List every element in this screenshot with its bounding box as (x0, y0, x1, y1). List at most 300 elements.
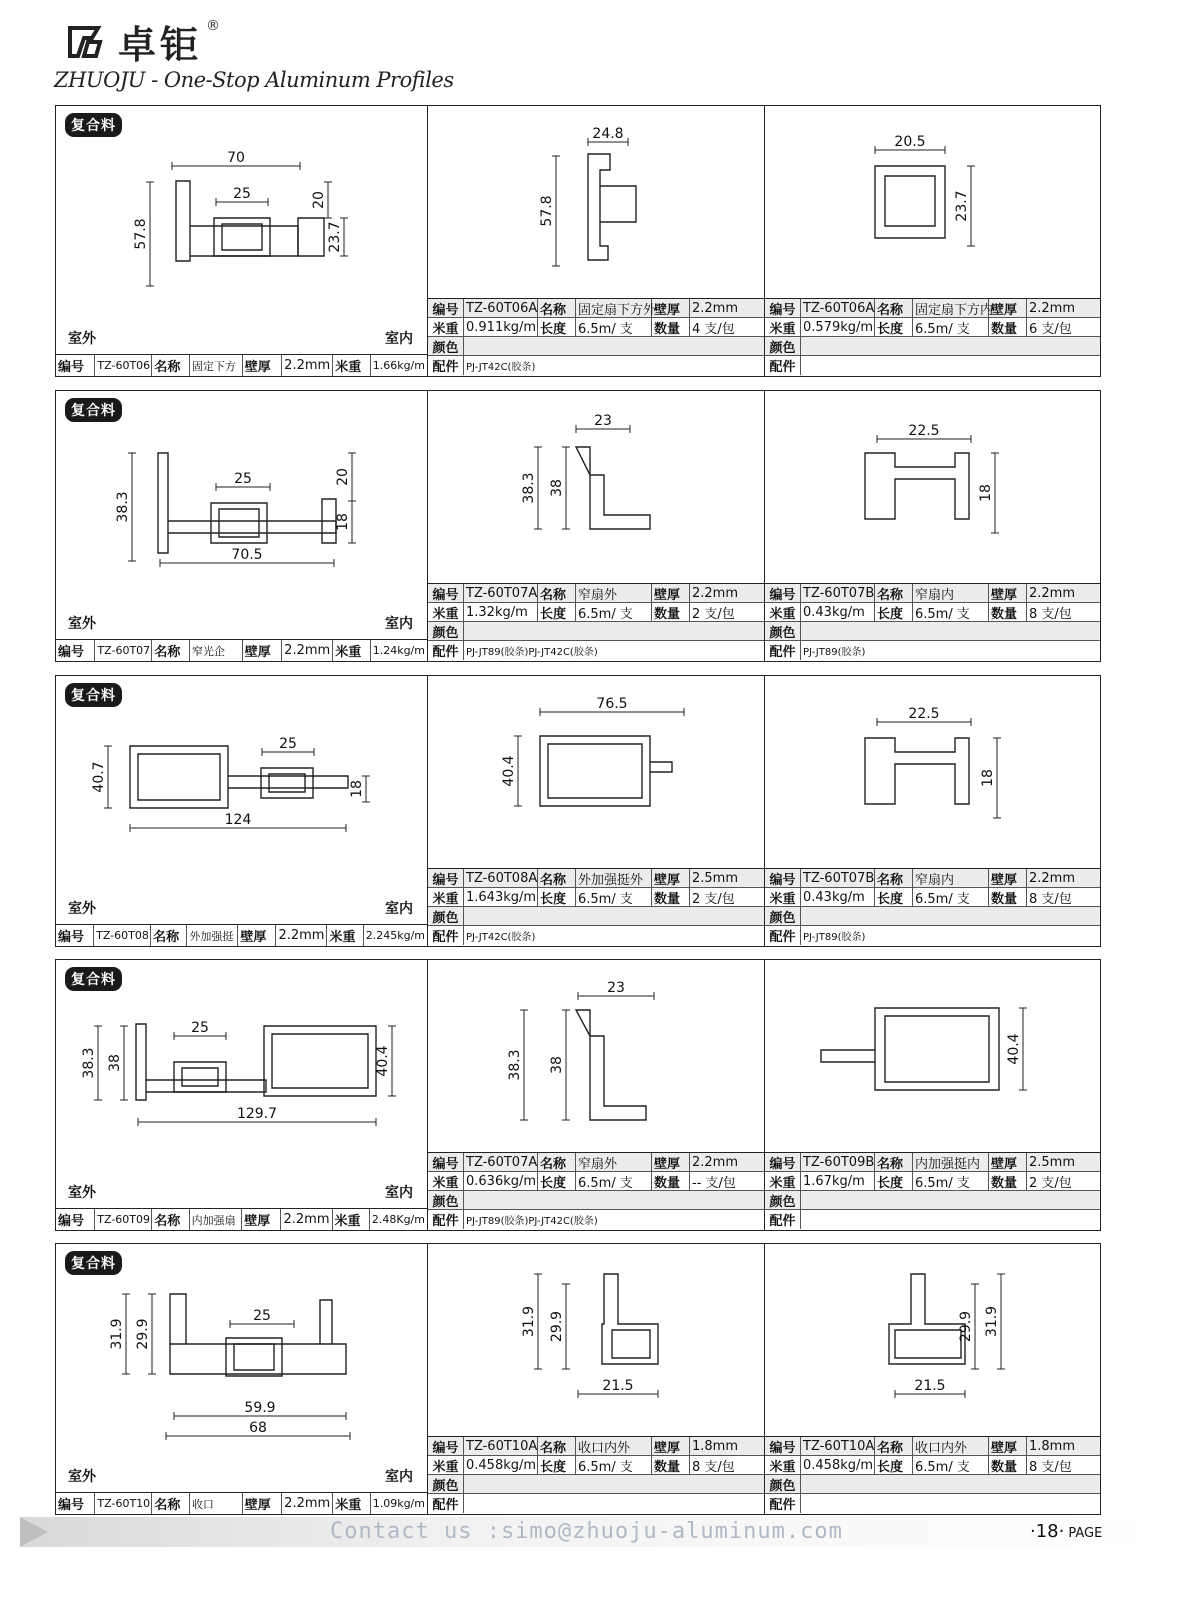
label-wall: 壁厚 (652, 584, 690, 602)
label-name: 名称 (538, 299, 576, 317)
dimension-label: 24.8 (592, 126, 624, 142)
spec-table-a (428, 298, 764, 376)
accessory: PJ-JT42C(胶条) (466, 932, 536, 943)
meter-weight: 2.245kg/m (365, 929, 426, 942)
profile-panel-b (765, 676, 1100, 946)
pack-quantity: 8 支/包 (1029, 891, 1072, 907)
label-accessory: 配件 (765, 356, 801, 375)
label-weight: 米重 (333, 640, 371, 661)
profile-outline (865, 738, 969, 804)
dimension-label: 38 (107, 1054, 123, 1072)
profile-drawing-a (428, 391, 765, 581)
label-accessory: 配件 (428, 1210, 464, 1229)
dimension-label: 23 (594, 413, 612, 429)
wall-thickness: 2.2mm (692, 585, 739, 601)
meter-weight: 1.643kg/m (466, 889, 537, 905)
pack-quantity: -- 支/包 (692, 1175, 736, 1191)
label-code: 编号 (428, 869, 464, 887)
dimension-label: 20 (335, 468, 351, 486)
label-color: 颜色 (428, 907, 464, 925)
label-code: 编号 (765, 584, 801, 602)
profile-drawing-a (428, 1244, 765, 1434)
dimension-label: 22.5 (908, 706, 940, 722)
meter-weight: 0.43kg/m (801, 888, 875, 906)
profile-length: 6.5m/ 支 (576, 318, 652, 336)
dimension-label: 31.9 (109, 1318, 125, 1350)
accessory: PJ-JT89(胶条)PJ-JT42C(胶条) (466, 1216, 598, 1227)
dimension-label: 57.8 (539, 195, 555, 227)
label-name: 名称 (875, 1153, 913, 1171)
label-weight: 米重 (765, 888, 801, 906)
composite-panel (56, 676, 428, 946)
spec-table-b (765, 583, 1100, 661)
label-name: 名称 (152, 1493, 190, 1514)
profile-drawing-b (765, 676, 1100, 866)
dimension-label: 21.5 (602, 1378, 634, 1394)
dimension-label: 38 (549, 479, 565, 497)
label-length: 长度 (875, 603, 913, 621)
dimension-label: 59.9 (244, 1400, 276, 1416)
label-weight: 米重 (428, 318, 464, 336)
label-color: 颜色 (765, 907, 801, 925)
meter-weight: 1.66kg/m (372, 359, 425, 372)
profile-code: TZ-60T06A (466, 300, 538, 316)
composite-badge: 复合料 (65, 1251, 122, 1275)
wall-thickness: 2.2mm (281, 1209, 332, 1230)
dimension-label: 25 (253, 1308, 271, 1324)
profile-panel-a (428, 391, 765, 661)
dimension-label: 23.7 (327, 221, 343, 253)
label-weight: 米重 (765, 603, 801, 621)
profile-outline (821, 1008, 999, 1090)
label-code: 编号 (765, 869, 801, 887)
dimension-label: 29.9 (958, 1310, 974, 1343)
dimension-label: 38 (549, 1056, 565, 1074)
label-wall: 壁厚 (243, 355, 282, 376)
label-qty: 数量 (652, 1172, 690, 1190)
zhuoju-logo-icon (64, 20, 108, 64)
label-color: 颜色 (765, 1475, 801, 1493)
label-qty: 数量 (989, 1172, 1027, 1190)
spec-table-a (428, 1152, 764, 1230)
profile-outline (211, 503, 267, 543)
accessory (464, 1494, 764, 1513)
label-code: 编号 (56, 1493, 95, 1514)
brand-subtitle: ZHUOJU - One-Stop Aluminum Profiles (54, 68, 454, 92)
composite-panel (56, 1244, 428, 1514)
dimension-label: 57.8 (133, 218, 149, 250)
profile-color (464, 907, 764, 925)
label-accessory: 配件 (765, 1494, 801, 1513)
dimension-label: 70 (227, 150, 245, 166)
dimension-label: 40.4 (375, 1045, 391, 1077)
profile-name: 窄扇内 (913, 584, 989, 602)
page-number (1030, 1521, 1102, 1542)
wall-thickness: 2.2mm (282, 1493, 333, 1514)
profile-outline (540, 736, 672, 806)
label-name: 名称 (538, 584, 576, 602)
label-accessory: 配件 (765, 1210, 801, 1229)
profile-color (464, 1191, 764, 1209)
label-name: 名称 (875, 1437, 913, 1455)
wall-thickness: 2.2mm (1029, 870, 1076, 886)
label-length: 长度 (538, 603, 576, 621)
profile-drawing-a (428, 106, 765, 296)
profile-name: 内加强扇 (190, 1209, 243, 1230)
dimension-label: 31.9 (521, 1305, 537, 1338)
profile-drawing-b (765, 1244, 1100, 1434)
brand-name: 卓钜 (118, 23, 203, 67)
wall-thickness: 2.5mm (1029, 1154, 1076, 1170)
label-accessory: 配件 (428, 641, 464, 660)
profile-name: 收口内外 (576, 1437, 652, 1455)
product-row (55, 959, 1101, 1231)
profile-name: 固定扇下方外 (576, 299, 652, 317)
pack-quantity: 2 支/包 (1029, 1175, 1072, 1191)
product-row (55, 390, 1101, 662)
label-qty: 数量 (989, 888, 1027, 906)
label-code: 编号 (428, 299, 464, 317)
accessory (801, 1210, 1100, 1229)
label-qty: 数量 (989, 318, 1027, 336)
label-color: 颜色 (428, 622, 464, 640)
dimension-label: 31.9 (984, 1305, 1000, 1338)
label-length: 长度 (538, 1456, 576, 1474)
profile-length: 6.5m/ 支 (576, 603, 652, 621)
outside-label: 室外 (68, 901, 96, 917)
profile-length: 6.5m/ 支 (576, 1172, 652, 1190)
label-code: 编号 (56, 925, 94, 946)
dimension-label: 25 (279, 736, 297, 752)
profile-panel-b (765, 960, 1100, 1230)
label-weight: 米重 (333, 355, 371, 376)
label-code: 编号 (765, 299, 801, 317)
pack-quantity: 6 支/包 (1029, 321, 1072, 337)
profile-outline (298, 218, 324, 256)
composite-panel (56, 960, 428, 1230)
profile-name: 收口内外 (913, 1437, 989, 1455)
profile-code: TZ-60T07B (803, 870, 875, 886)
label-wall: 壁厚 (989, 584, 1027, 602)
dimension-label: 29.9 (549, 1310, 565, 1343)
label-weight: 米重 (428, 1172, 464, 1190)
profile-outline (226, 1338, 282, 1376)
inside-label: 室内 (385, 331, 413, 347)
label-qty: 数量 (652, 1456, 690, 1474)
wall-thickness: 2.5mm (692, 870, 739, 886)
label-code: 编号 (56, 640, 95, 661)
label-color: 颜色 (428, 1475, 464, 1493)
accessory: PJ-JT89(胶条) (803, 932, 866, 943)
dimension-label: 38.3 (507, 1049, 523, 1081)
wall-thickness: 2.2mm (692, 300, 739, 316)
dimension-label: 18 (335, 513, 351, 531)
footer-contact: Contact us :simo@zhuoju-aluminum.com (330, 1519, 843, 1544)
label-wall: 壁厚 (989, 869, 1027, 887)
label-qty: 数量 (989, 603, 1027, 621)
label-accessory: 配件 (428, 926, 464, 945)
outside-label: 室外 (68, 331, 96, 347)
spec-table-b (765, 298, 1100, 376)
label-wall: 壁厚 (238, 925, 276, 946)
label-name: 名称 (152, 1209, 189, 1230)
label-color: 颜色 (765, 1191, 801, 1209)
label-accessory: 配件 (428, 1494, 464, 1513)
profile-color (801, 622, 1100, 640)
dimension-label: 20.5 (894, 134, 926, 150)
meter-weight: 0.911kg/m (466, 319, 537, 335)
profile-code: TZ-60T09 (95, 1209, 152, 1230)
profile-panel-b (765, 391, 1100, 661)
label-wall: 壁厚 (243, 1493, 282, 1514)
label-name: 名称 (875, 584, 913, 602)
profile-code: TZ-60T10 (95, 1493, 152, 1514)
label-length: 长度 (875, 1172, 913, 1190)
label-length: 长度 (875, 888, 913, 906)
composite-badge: 复合料 (65, 683, 122, 707)
profile-drawing-a (428, 676, 765, 866)
profile-color (464, 622, 764, 640)
label-code: 编号 (765, 1153, 801, 1171)
meter-weight: 1.32kg/m (464, 603, 538, 621)
profile-name: 固定下方 (190, 355, 243, 376)
label-weight: 米重 (428, 603, 464, 621)
label-wall: 壁厚 (652, 1437, 690, 1455)
profile-outline (170, 1294, 346, 1374)
profile-name: 窄扇外 (576, 584, 652, 602)
profile-name: 窄扇外 (576, 1153, 652, 1171)
profile-drawing-a (428, 960, 765, 1150)
main-spec-line (56, 354, 427, 376)
label-name: 名称 (875, 869, 913, 887)
inside-label: 室内 (385, 616, 413, 632)
registered-mark: ® (206, 17, 221, 34)
dimension-label: 25 (191, 1020, 209, 1036)
profile-drawing-main (56, 676, 428, 906)
meter-weight: 0.579kg/m (803, 319, 874, 335)
meter-weight: 1.67kg/m (801, 1172, 875, 1190)
label-wall: 壁厚 (989, 1153, 1027, 1171)
dimension-label: 23 (607, 980, 625, 996)
label-length: 长度 (875, 318, 913, 336)
meter-weight: 0.43kg/m (801, 603, 875, 621)
page-number-value: ·18· (1030, 1521, 1065, 1542)
label-wall: 壁厚 (989, 1437, 1027, 1455)
label-qty: 数量 (652, 603, 690, 621)
dimension-label: 21.5 (914, 1378, 946, 1394)
profile-length: 6.5m/ 支 (913, 603, 989, 621)
dimension-label: 18 (978, 484, 994, 502)
profile-panel-a (428, 1244, 765, 1514)
label-name: 名称 (152, 640, 190, 661)
dimension-label: 40.7 (91, 761, 107, 793)
dimension-label: 38.3 (115, 491, 131, 523)
label-weight: 米重 (428, 1456, 464, 1474)
label-color: 颜色 (428, 1191, 464, 1209)
dimension-label: 29.9 (135, 1318, 151, 1350)
accessory: PJ-JT89(胶条) (803, 647, 866, 658)
profile-outline (576, 447, 650, 529)
composite-panel (56, 106, 428, 376)
dimension-label: 25 (234, 471, 252, 487)
profile-outline (261, 768, 313, 798)
profile-outline (576, 1010, 646, 1120)
label-length: 长度 (538, 888, 576, 906)
pack-quantity: 8 支/包 (1029, 1459, 1072, 1475)
label-color: 颜色 (428, 337, 464, 355)
profile-drawing-main (56, 106, 428, 336)
label-color: 颜色 (765, 622, 801, 640)
main-spec-line (56, 639, 427, 661)
spec-table-b (765, 1152, 1100, 1230)
pack-quantity: 8 支/包 (1029, 606, 1072, 622)
label-wall: 壁厚 (242, 1209, 281, 1230)
profile-length: 6.5m/ 支 (913, 888, 989, 906)
label-wall: 壁厚 (652, 299, 690, 317)
dimension-label: 38.3 (81, 1047, 97, 1079)
label-code: 编号 (428, 1153, 464, 1171)
wall-thickness: 2.2mm (282, 640, 333, 661)
accessory (801, 1494, 1100, 1513)
wall-thickness: 2.2mm (692, 1154, 739, 1170)
dimension-label: 23.7 (954, 190, 970, 222)
profile-name: 外加强挺 (187, 925, 238, 946)
profile-name: 窄光企 (190, 640, 243, 661)
wall-thickness: 2.2mm (282, 355, 333, 376)
main-spec-line (56, 1492, 427, 1514)
wall-thickness: 2.2mm (1029, 585, 1076, 601)
profile-code: TZ-60T10A (803, 1438, 875, 1454)
label-name: 名称 (538, 869, 576, 887)
label-wall: 壁厚 (989, 299, 1027, 317)
dimension-label: 18 (980, 769, 996, 787)
label-weight: 米重 (765, 1172, 801, 1190)
meter-weight: 2.48Kg/m (371, 1213, 425, 1226)
main-spec-line (56, 1208, 427, 1230)
profile-drawing-main (56, 1244, 428, 1474)
label-name: 名称 (875, 299, 913, 317)
profile-code: TZ-60T09B (803, 1154, 875, 1170)
profile-length: 6.5m/ 支 (913, 1456, 989, 1474)
meter-weight: 1.09kg/m (372, 1497, 425, 1510)
dimension-label: 68 (249, 1420, 267, 1436)
product-row (55, 675, 1101, 947)
profile-outline (136, 1024, 376, 1100)
label-accessory: 配件 (765, 641, 801, 660)
dimension-label: 20 (311, 191, 327, 209)
composite-badge: 复合料 (65, 398, 122, 422)
profile-length: 6.5m/ 支 (576, 1456, 652, 1474)
profile-panel-a (428, 960, 765, 1230)
label-wall: 壁厚 (652, 869, 690, 887)
profile-name: 固定扇下方内 (913, 299, 989, 317)
profile-panel-b (765, 106, 1100, 376)
profile-code: TZ-60T10A (466, 1438, 538, 1454)
wall-thickness: 2.2mm (276, 925, 327, 946)
label-weight: 米重 (428, 888, 464, 906)
meter-weight: 0.458kg/m (803, 1457, 874, 1473)
profile-panel-a (428, 676, 765, 946)
label-wall: 壁厚 (652, 1153, 690, 1171)
spec-table-a (428, 868, 764, 946)
profile-length: 6.5m/ 支 (913, 1172, 989, 1190)
profile-outline (875, 166, 945, 238)
profile-code: TZ-60T08 (94, 925, 151, 946)
profile-outline (602, 1274, 658, 1364)
profile-drawing-b (765, 106, 1100, 296)
wall-thickness: 1.8mm (692, 1438, 739, 1454)
label-weight: 米重 (765, 1456, 801, 1474)
profile-code: TZ-60T07A (466, 585, 538, 601)
inside-label: 室内 (385, 1469, 413, 1485)
label-code: 编号 (428, 584, 464, 602)
dimension-label: 124 (224, 812, 252, 828)
profile-drawing-b (765, 960, 1100, 1150)
label-weight: 米重 (327, 925, 363, 946)
label-name: 名称 (152, 355, 190, 376)
dimension-label: 25 (233, 186, 251, 202)
profile-color (464, 1475, 764, 1493)
page-label: PAGE (1068, 1526, 1103, 1541)
outside-label: 室外 (68, 616, 96, 632)
product-row (55, 105, 1101, 377)
label-length: 长度 (538, 1172, 576, 1190)
footer-arrow-icon (20, 1517, 48, 1547)
profile-color (801, 337, 1100, 355)
outside-label: 室外 (68, 1469, 96, 1485)
label-name: 名称 (538, 1153, 576, 1171)
meter-weight: 0.458kg/m (466, 1457, 537, 1473)
wall-thickness: 2.2mm (1029, 300, 1076, 316)
label-length: 长度 (875, 1456, 913, 1474)
profile-outline (174, 1062, 226, 1092)
dimension-label: 40.4 (501, 755, 517, 787)
pack-quantity: 8 支/包 (692, 1459, 735, 1475)
profile-color (801, 1475, 1100, 1493)
label-code: 编号 (56, 1209, 95, 1230)
dimension-label: 70.5 (231, 547, 263, 563)
composite-badge: 复合料 (65, 113, 122, 137)
label-name: 名称 (151, 925, 187, 946)
dimension-label: 76.5 (596, 696, 628, 712)
profile-name: 外加强挺外 (576, 869, 652, 887)
label-weight: 米重 (765, 318, 801, 336)
label-wall: 壁厚 (243, 640, 282, 661)
profile-name: 内加强挺内 (913, 1153, 989, 1171)
profile-color (464, 337, 764, 355)
profile-code: TZ-60T07B (803, 585, 875, 601)
accessory (801, 356, 1100, 375)
pack-quantity: 2 支/包 (692, 891, 735, 907)
pack-quantity: 4 支/包 (692, 321, 735, 337)
profile-drawing-main (56, 391, 428, 621)
spec-table-a (428, 583, 764, 661)
inside-label: 室内 (385, 1185, 413, 1201)
label-code: 编号 (428, 1437, 464, 1455)
profile-code: TZ-60T06A (803, 300, 875, 316)
label-qty: 数量 (652, 318, 690, 336)
main-spec-line (56, 924, 427, 946)
label-name: 名称 (538, 1437, 576, 1455)
composite-panel (56, 391, 428, 661)
label-color: 颜色 (765, 337, 801, 355)
dimension-label: 38.3 (521, 472, 537, 504)
spec-table-b (765, 868, 1100, 946)
wall-thickness: 1.8mm (1029, 1438, 1076, 1454)
product-row (55, 1243, 1101, 1515)
label-code: 编号 (765, 1437, 801, 1455)
dimension-label: 22.5 (908, 423, 940, 439)
